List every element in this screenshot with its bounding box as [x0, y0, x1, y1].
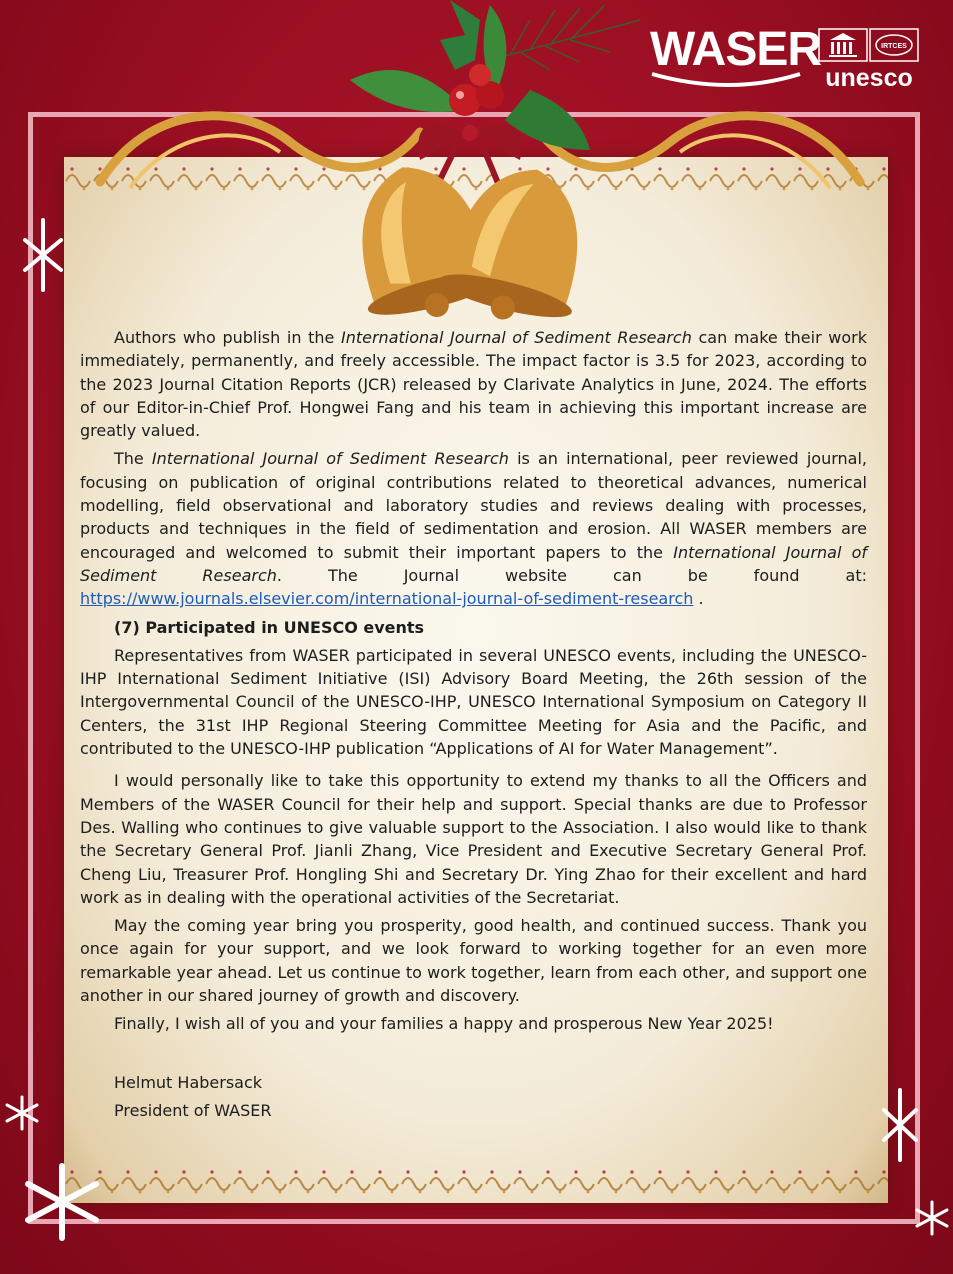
irtces-badge-text: IRTCES [881, 43, 907, 50]
wave-icon [650, 70, 810, 90]
unesco-logo-text: unesco [825, 64, 913, 92]
paragraph-wishes: May the coming year bring you prosperity, good health, and continued success. Thank you once again for your support, and we look forward to working together for an even more remarkable year ahead. Let us continue to work together, learn from each other, and support one another in our shared journey of growth and discovery. [80, 916, 867, 1006]
p2-text-d: . [693, 589, 704, 609]
signature-title: President of WASER [114, 1100, 272, 1120]
p1-text-b: can make their work immediately, permanently, and freely accessible. The impact factor is 3.5 for 2023, according to the 2023 Journal Citation Reports (JCR) released by Clarivate Analytics in June, 2024. The efforts of our Editor-in-Chief Prof. Hongwei Fang and his team in achieving this important increase are greatly valued. [80, 328, 868, 441]
snowflake-icon [20, 1160, 104, 1244]
p1-text-a: Authors who publish in the [114, 328, 341, 347]
p2-text-b: is an international, peer reviewed journal, focusing on publication of original contributions related to theoretical advances, numerical modelling, field observational and laboratory studies and reviews dealing with processes, products and techniques in the field of sedimentation and erosion. All WASER members are encouraged and welcomed to submit their important papers to the [80, 449, 868, 562]
paragraph-journal-description [80, 447, 867, 610]
journal-title: International Journal of Sediment Research [341, 328, 692, 347]
paragraph-unesco-events: Representatives from WASER participated in several UNESCO events, including the UNESCO-IHP International Sediment Initiative (ISI) Advisory Board Meeting, the 26th session of the Intergovernmental Council of the UNESCO-IHP, UNESCO International Symposium on Category II Centers, the 31st IHP Regional Steering Committee Meeting for Asia and the Pacific, and contributed to the UNESCO-IHP publication “Applications of AI for Water Management”. [80, 645, 867, 759]
waser-logo-text: WASER [650, 23, 822, 76]
letter-body [80, 326, 867, 1125]
snowflake-icon [880, 1085, 920, 1165]
paragraph-thanks: I would personally like to take this opportunity to extend my thanks to all the Officers and Members of the WASER Council for their help and support. Special thanks are due to Professor Des. Walling who continues to give valuable support to the Association. I also would like to thank the Secretary General Prof. Jianli Zhang, Vice President and Executive Secretary General Prof. Cheng Liu, Treasurer Prof. Hongling Shi and Secretary Dr. Ying Zhao for their excellent and hard work as in dealing with the operational activities of the Secretariat. [80, 771, 867, 907]
ornament-band-bottom [64, 1160, 888, 1200]
journal-website-link[interactable]: https://www.journals.elsevier.com/international-journal-of-sediment-research [80, 589, 694, 609]
snowflake-icon [20, 215, 66, 295]
snowflake-icon [4, 1095, 40, 1131]
waser-logo [650, 23, 822, 92]
unesco-logo [818, 28, 920, 92]
christmas-bells-icon [290, 0, 650, 330]
journal-title: International Journal of Sediment Research [80, 542, 868, 585]
journal-title: International Journal of Sediment Research [151, 449, 509, 469]
snowflake-icon [914, 1200, 950, 1236]
p2-text-a: The [114, 449, 152, 469]
paragraph-open-access [80, 326, 867, 442]
paragraph-new-year: Finally, I wish all of you and your families a happy and prosperous New Year 2025! [114, 1014, 774, 1034]
section-heading: (7) Participated in UNESCO events [114, 617, 425, 637]
p2-text-c: . The Journal website can be found at: [276, 565, 867, 585]
signature-name: Helmut Habersack [114, 1072, 263, 1092]
unesco-temple-icon [818, 28, 920, 62]
